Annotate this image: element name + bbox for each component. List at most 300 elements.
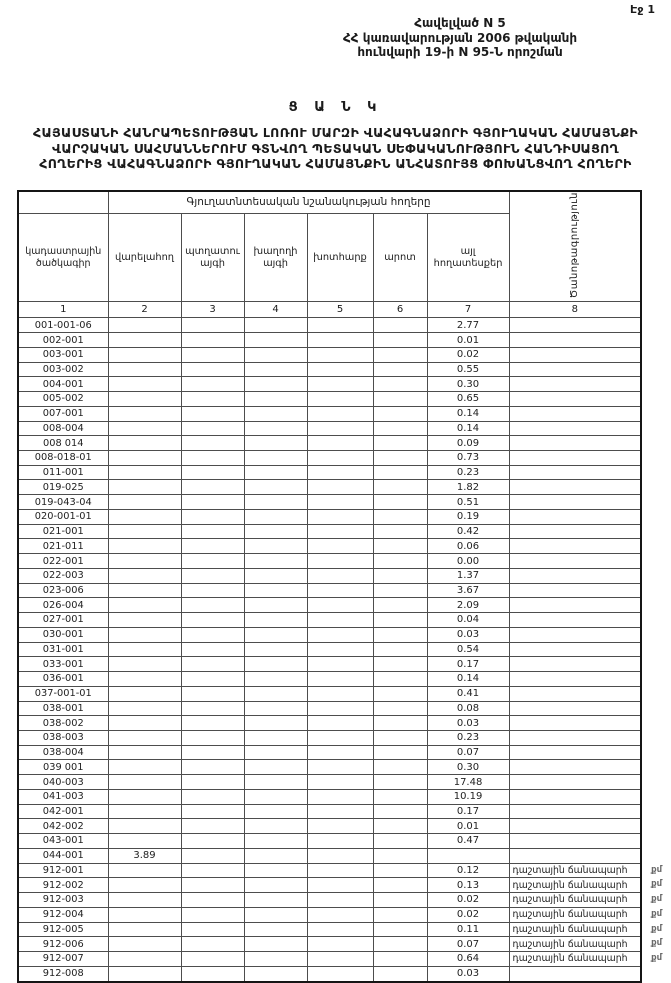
vineyard-cell (244, 951, 307, 966)
note-cell (509, 893, 663, 908)
note-cell (509, 347, 641, 362)
table-row (18, 554, 641, 569)
other-land-types-cell: 0.41 (427, 686, 509, 701)
note-cell (509, 745, 641, 760)
cadastral-code-cell: 022-003 (18, 568, 108, 583)
note-cell (509, 598, 641, 613)
note-cell (509, 568, 641, 583)
column-number-4: 4 (244, 302, 307, 318)
cadastral-code-cell: 912-002 (18, 878, 108, 893)
hayfield-cell (307, 775, 373, 790)
hayfield-cell (307, 893, 373, 908)
note-cell (509, 539, 641, 554)
hayfield-cell (307, 524, 373, 539)
other-land-types-cell: 0.30 (427, 760, 509, 775)
note-cell (509, 524, 641, 539)
vineyard-cell (244, 701, 307, 716)
pasture-cell (373, 760, 427, 775)
agricultural-lands-group-header: Գյուղատնտեսական նշանակության հողերը (108, 191, 509, 213)
vineyard-cell (244, 937, 307, 952)
cadastral-code-cell: 003-001 (18, 347, 108, 362)
other-land-types-cell: 2.77 (427, 318, 509, 333)
hayfield-cell (307, 347, 373, 362)
vineyard-cell (244, 613, 307, 628)
column-number-1: 1 (18, 302, 108, 318)
orchard-cell (181, 775, 244, 790)
arable-land-cell (108, 730, 181, 745)
arable-land-cell (108, 627, 181, 642)
orchard-cell (181, 583, 244, 598)
note-cell (509, 333, 641, 348)
arable-land-cell (108, 480, 181, 495)
cadastral-code-cell: 044-001 (18, 848, 108, 863)
hayfield-cell (307, 539, 373, 554)
note-cell (509, 789, 641, 804)
note-cell (509, 377, 641, 392)
vineyard-cell (244, 480, 307, 495)
other-land-types-cell: 0.01 (427, 819, 509, 834)
vineyard-cell (244, 804, 307, 819)
note-cell (509, 922, 663, 937)
vineyard-cell (244, 966, 307, 982)
vineyard-cell (244, 730, 307, 745)
cadastral-code-cell: 912-008 (18, 966, 108, 982)
document-title: Ց Ա Ն Կ (288, 100, 383, 115)
other-land-types-cell: 0.03 (427, 716, 509, 731)
pasture-cell (373, 539, 427, 554)
orchard-cell (181, 613, 244, 628)
table-row (18, 951, 641, 966)
note-cell (509, 804, 641, 819)
other-land-types-cell: 0.47 (427, 834, 509, 849)
arable-land-cell (108, 922, 181, 937)
margin-bleed-artifact: քմ (651, 923, 663, 934)
note-cell (509, 642, 641, 657)
note-cell (509, 421, 641, 436)
orchard-cell (181, 848, 244, 863)
vineyard-cell (244, 819, 307, 834)
vineyard-cell (244, 421, 307, 436)
hayfield-cell (307, 318, 373, 333)
hayfield-cell (307, 863, 373, 878)
hayfield-cell (307, 627, 373, 642)
cadastral-code-cell: 008-018-01 (18, 451, 108, 466)
other-land-types-cell: 0.06 (427, 539, 509, 554)
table-row (18, 937, 641, 952)
note-column-header-cell (509, 191, 641, 302)
note-cell (509, 318, 641, 333)
cadastral-code-cell: 038-001 (18, 701, 108, 716)
arable-land-cell (108, 804, 181, 819)
margin-bleed-artifact: քմ (651, 894, 663, 905)
vineyard-cell (244, 893, 307, 908)
arable-land-cell (108, 377, 181, 392)
orchard-cell (181, 377, 244, 392)
cadastral-code-cell: 008-004 (18, 421, 108, 436)
hayfield-cell (307, 730, 373, 745)
column-number-2: 2 (108, 302, 181, 318)
column-number-7: 7 (427, 302, 509, 318)
cadastral-code-cell: 004-001 (18, 377, 108, 392)
table-row (18, 524, 641, 539)
other-land-types-cell: 0.13 (427, 878, 509, 893)
note-cell (509, 392, 641, 407)
hayfield-cell (307, 451, 373, 466)
vineyard-cell (244, 716, 307, 731)
note-cell (509, 554, 641, 569)
arable-land-cell (108, 775, 181, 790)
cadastral-code-cell: 038-002 (18, 716, 108, 731)
pasture-cell (373, 819, 427, 834)
cadastral-code-cell: 001-001-06 (18, 318, 108, 333)
other-land-types-cell: 0.03 (427, 627, 509, 642)
other-land-types-cell: 10.19 (427, 789, 509, 804)
appendix-line-3: հունվարի 19-ի N 95-Ն որոշման (357, 45, 563, 59)
orchard-cell (181, 347, 244, 362)
orchard-cell (181, 937, 244, 952)
hayfield-cell (307, 686, 373, 701)
cadastral-code-cell: 036-001 (18, 672, 108, 687)
cadastral-code-cell: 912-005 (18, 922, 108, 937)
note-cell (509, 362, 641, 377)
orchard-header: պտղատու այգի (181, 213, 244, 302)
cadastral-code-cell: 005-002 (18, 392, 108, 407)
other-land-types-cell: 0.17 (427, 657, 509, 672)
hayfield-cell (307, 406, 373, 421)
table-row (18, 465, 641, 480)
orchard-cell (181, 421, 244, 436)
pasture-cell (373, 583, 427, 598)
hayfield-cell (307, 642, 373, 657)
cadastral-code-cell: 021-001 (18, 524, 108, 539)
vineyard-cell (244, 333, 307, 348)
vineyard-cell (244, 642, 307, 657)
other-land-types-cell: 0.54 (427, 642, 509, 657)
orchard-cell (181, 907, 244, 922)
orchard-cell (181, 878, 244, 893)
table-row (18, 583, 641, 598)
hayfield-cell (307, 333, 373, 348)
other-land-types-cell: 17.48 (427, 775, 509, 790)
vineyard-cell (244, 451, 307, 466)
column-number-3: 3 (181, 302, 244, 318)
note-cell (509, 716, 641, 731)
arable-land-cell (108, 701, 181, 716)
vineyard-cell (244, 657, 307, 672)
vineyard-cell (244, 347, 307, 362)
note-text: դաշտային ճանապարհ (512, 864, 628, 876)
other-land-types-cell: 0.01 (427, 333, 509, 348)
table-row (18, 318, 641, 333)
other-land-types-cell: 0.23 (427, 465, 509, 480)
vineyard-cell (244, 745, 307, 760)
cadastral-code-cell: 040-003 (18, 775, 108, 790)
margin-bleed-artifact: քմ (651, 908, 663, 919)
table-row (18, 775, 641, 790)
other-land-types-cell: 0.00 (427, 554, 509, 569)
note-column-header: Ծանոթագրություն (569, 192, 581, 299)
arable-land-cell (108, 613, 181, 628)
vineyard-cell (244, 509, 307, 524)
vineyard-cell (244, 878, 307, 893)
note-cell (509, 819, 641, 834)
cadastral-code-cell: 042-001 (18, 804, 108, 819)
hayfield-cell (307, 716, 373, 731)
subtitle-line-3: ՀՈՂԵՐԻՑ ՎԱՀԱԳՆԱՁՈՐԻ ԳՅՈՒՂԱԿԱՆ ՀԱՄԱՅՆՔԻՆ ԱՆՀԱՏՈՒՅՑ ՓՈԽԱՆՑՎՈՂ ՀՈՂԵՐԻ (39, 156, 632, 171)
pasture-cell (373, 701, 427, 716)
note-cell (509, 686, 641, 701)
table-body (18, 318, 663, 982)
note-text: դաշտային ճանապարհ (512, 894, 628, 906)
orchard-cell (181, 922, 244, 937)
arable-land-cell (108, 716, 181, 731)
hayfield-header: խոտհարք (307, 213, 373, 302)
vineyard-cell (244, 907, 307, 922)
arable-land-cell (108, 598, 181, 613)
column-number-5: 5 (307, 302, 373, 318)
pasture-cell (373, 377, 427, 392)
table-row (18, 451, 641, 466)
table-row (18, 642, 641, 657)
orchard-cell (181, 318, 244, 333)
pasture-cell (373, 421, 427, 436)
arable-land-cell (108, 421, 181, 436)
hayfield-cell (307, 509, 373, 524)
hayfield-cell (307, 583, 373, 598)
pasture-cell (373, 495, 427, 510)
orchard-cell (181, 834, 244, 849)
pasture-cell (373, 451, 427, 466)
other-land-types-cell: 1.37 (427, 568, 509, 583)
note-cell (509, 966, 641, 982)
other-land-types-cell: 0.23 (427, 730, 509, 745)
note-cell (509, 863, 663, 878)
pasture-cell (373, 686, 427, 701)
note-cell (509, 436, 641, 451)
orchard-cell (181, 539, 244, 554)
arable-land-cell (108, 760, 181, 775)
hayfield-cell (307, 613, 373, 628)
orchard-cell (181, 362, 244, 377)
arable-land-cell (108, 893, 181, 908)
pasture-cell (373, 347, 427, 362)
orchard-cell (181, 627, 244, 642)
cadastral-code-cell: 022-001 (18, 554, 108, 569)
other-land-types-cell: 0.65 (427, 392, 509, 407)
other-land-types-cell: 0.42 (427, 524, 509, 539)
table-row (18, 716, 641, 731)
pasture-cell (373, 804, 427, 819)
note-cell (509, 627, 641, 642)
other-land-types-cell: 0.07 (427, 745, 509, 760)
table-row (18, 686, 641, 701)
arable-land-cell (108, 863, 181, 878)
orchard-cell (181, 716, 244, 731)
other-land-types-cell: 0.30 (427, 377, 509, 392)
hayfield-cell (307, 745, 373, 760)
orchard-cell (181, 819, 244, 834)
cadastral-code-cell: 041-003 (18, 789, 108, 804)
arable-land-cell (108, 539, 181, 554)
pasture-cell (373, 406, 427, 421)
pasture-cell (373, 554, 427, 569)
pasture-cell (373, 922, 427, 937)
pasture-cell (373, 966, 427, 982)
cadastral-code-cell: 026-004 (18, 598, 108, 613)
cadastral-code-cell: 019-025 (18, 480, 108, 495)
table-row (18, 760, 641, 775)
orchard-cell (181, 760, 244, 775)
table-row (18, 789, 641, 804)
orchard-cell (181, 863, 244, 878)
hayfield-cell (307, 598, 373, 613)
table-row (18, 834, 641, 849)
pasture-cell (373, 465, 427, 480)
cadastral-code-cell: 027-001 (18, 613, 108, 628)
arable-land-cell (108, 318, 181, 333)
orchard-cell (181, 951, 244, 966)
pasture-cell (373, 613, 427, 628)
arable-land-cell (108, 951, 181, 966)
arable-land-cell (108, 406, 181, 421)
vineyard-cell (244, 627, 307, 642)
vineyard-cell (244, 568, 307, 583)
margin-bleed-artifact: քմ (651, 938, 663, 949)
hayfield-cell (307, 568, 373, 583)
document-subtitle (4, 125, 667, 172)
cadastral-code-cell: 912-007 (18, 951, 108, 966)
column-number-6: 6 (373, 302, 427, 318)
cadastral-code-cell: 043-001 (18, 834, 108, 849)
note-cell (509, 760, 641, 775)
hayfield-cell (307, 480, 373, 495)
vineyard-cell (244, 686, 307, 701)
note-cell (509, 495, 641, 510)
other-land-types-cell: 0.17 (427, 804, 509, 819)
table-row (18, 804, 641, 819)
cadastral-code-cell: 038-004 (18, 745, 108, 760)
arable-land-cell (108, 657, 181, 672)
note-cell (509, 848, 641, 863)
vineyard-cell (244, 598, 307, 613)
land-parcel-table (17, 190, 663, 983)
arable-land-cell (108, 966, 181, 982)
table-row (18, 539, 641, 554)
page-number-label: Էջ 1 (630, 3, 655, 16)
margin-bleed-artifact: քմ (651, 879, 663, 890)
table-row (18, 819, 641, 834)
orchard-cell (181, 893, 244, 908)
column-number-8: 8 (509, 302, 641, 318)
arable-land-cell (108, 907, 181, 922)
orchard-cell (181, 804, 244, 819)
arable-land-cell: 3.89 (108, 848, 181, 863)
other-land-types-cell: 0.14 (427, 672, 509, 687)
pasture-cell (373, 509, 427, 524)
subtitle-line-1: ՀԱՅԱՍՏԱՆԻ ՀԱՆՐԱՊԵՏՈՒԹՅԱՆ ԼՈՌՈՒ ՄԱՐԶԻ ՎԱՀԱԳՆԱՁՈՐԻ ԳՅՈՒՂԱԿԱՆ ՀԱՄԱՅՆՔԻ (33, 125, 638, 140)
table-row (18, 377, 641, 392)
table-row (18, 333, 641, 348)
vineyard-cell (244, 922, 307, 937)
vineyard-cell (244, 760, 307, 775)
orchard-cell (181, 436, 244, 451)
orchard-cell (181, 642, 244, 657)
pasture-header: արոտ (373, 213, 427, 302)
pasture-cell (373, 598, 427, 613)
arable-land-cell (108, 672, 181, 687)
pasture-cell (373, 642, 427, 657)
orchard-cell (181, 568, 244, 583)
pasture-cell (373, 789, 427, 804)
cadastral-code-cell: 020-001-01 (18, 509, 108, 524)
cadastral-code-cell: 008 014 (18, 436, 108, 451)
note-cell (509, 613, 641, 628)
arable-land-cell (108, 642, 181, 657)
note-cell (509, 480, 641, 495)
cadastral-code-cell: 021-011 (18, 539, 108, 554)
other-land-types-cell: 1.82 (427, 480, 509, 495)
cadastral-code-cell: 007-001 (18, 406, 108, 421)
vineyard-cell (244, 834, 307, 849)
arable-land-cell (108, 495, 181, 510)
note-cell (509, 834, 641, 849)
hayfield-cell (307, 657, 373, 672)
other-land-types-cell: 0.73 (427, 451, 509, 466)
other-land-types-cell: 0.03 (427, 966, 509, 982)
arable-land-cell (108, 554, 181, 569)
vineyard-cell (244, 672, 307, 687)
other-land-types-cell: 2.09 (427, 598, 509, 613)
note-text: դաշտային ճանապարհ (512, 909, 628, 921)
arable-land-header: վարելահող (108, 213, 181, 302)
orchard-cell (181, 495, 244, 510)
cadastral-code-cell: 003-002 (18, 362, 108, 377)
hayfield-cell (307, 392, 373, 407)
orchard-cell (181, 480, 244, 495)
table-row (18, 421, 641, 436)
hayfield-cell (307, 789, 373, 804)
pasture-cell (373, 863, 427, 878)
orchard-cell (181, 406, 244, 421)
other-land-types-cell: 0.07 (427, 937, 509, 952)
arable-land-cell (108, 686, 181, 701)
hayfield-cell (307, 465, 373, 480)
appendix-reference-block (240, 16, 671, 60)
other-land-types-cell: 0.02 (427, 893, 509, 908)
table-row (18, 347, 641, 362)
note-cell (509, 701, 641, 716)
other-land-types-cell (427, 848, 509, 863)
vineyard-cell (244, 318, 307, 333)
hayfield-cell (307, 760, 373, 775)
pasture-cell (373, 745, 427, 760)
corner-empty-cell (18, 191, 108, 213)
table-row (18, 878, 641, 893)
note-cell (509, 657, 641, 672)
other-land-types-cell: 0.51 (427, 495, 509, 510)
appendix-line-1: Հավելված N 5 (414, 16, 506, 30)
orchard-cell (181, 730, 244, 745)
pasture-cell (373, 568, 427, 583)
other-land-types-cell: 0.55 (427, 362, 509, 377)
cadastral-code-cell: 031-001 (18, 642, 108, 657)
hayfield-cell (307, 819, 373, 834)
pasture-cell (373, 524, 427, 539)
other-land-types-cell: 0.19 (427, 509, 509, 524)
arable-land-cell (108, 392, 181, 407)
pasture-cell (373, 716, 427, 731)
hayfield-cell (307, 362, 373, 377)
